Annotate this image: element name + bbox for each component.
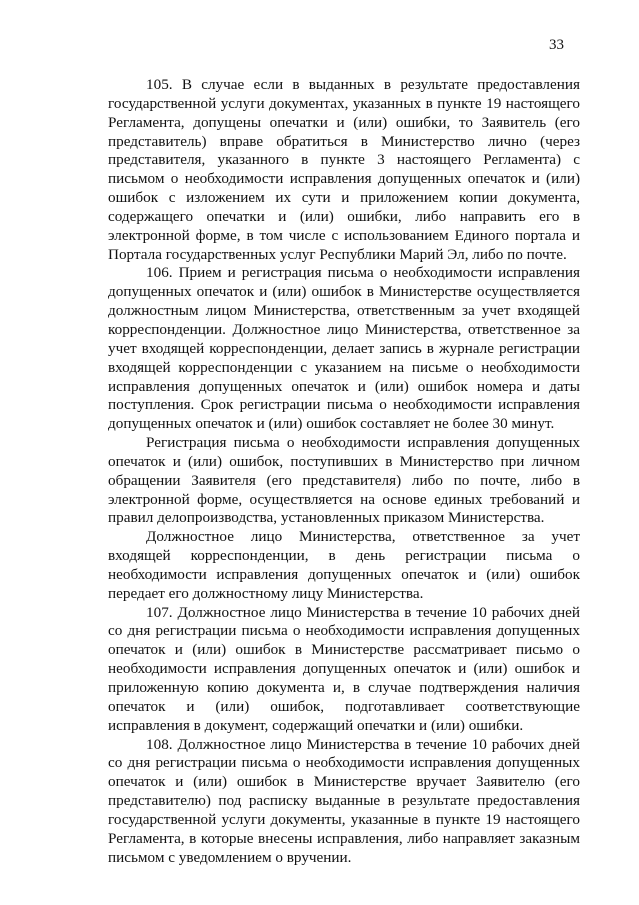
paragraph-106-registration: Регистрация письма о необходимости исправления допущенных опечаток и (или) ошибок, поступивших в Министерство при личном обращении Заявителя (его представителя) либо по почте, либо в электронной форме, осуществляется на основе единых требований и правил делопроизводства, установленных приказом Министерства. [108, 434, 580, 527]
paragraph-106-transfer: Должностное лицо Министерства, ответственное за учет входящей корреспонденции, в день регистрации письма о необходимости исправления допущенных опечаток и (или) ошибок передает его должностному лицу Министерства. [108, 528, 580, 602]
paragraph-108: 108. Должностное лицо Министерства в течение 10 рабочих дней со дня регистрации письма о необходимости исправления допущенных опечаток и (или) ошибок в Министерстве вручает Заявителю (его представителю) под расписку выданные в результате предоставления государственной услуги документы, указанные в пункте 19 настоящего Регламента, в которые внесены исправления, либо направляет заказным письмом с уведомлением о вручении. [108, 735, 580, 866]
page-number: 33 [549, 37, 564, 53]
document-body [108, 76, 580, 867]
paragraph-107: 107. Должностное лицо Министерства в течение 10 рабочих дней со дня регистрации письма о необходимости исправления допущенных опечаток и (или) ошибок в Министерстве рассматривает письмо о необходимости исправления допущенных опечаток и (или) ошибок и приложенную копию документа и, в случае подтверждения наличия опечаток и (или) ошибок, подготавливает соответствующие исправления в документ, содержащий опечатки и (или) ошибки. [108, 603, 580, 734]
paragraph-106: 106. Прием и регистрация письма о необходимости исправления допущенных опечаток и (или) ошибок в Министерстве осуществляется должностным лицом Министерства, ответственным за учет входящей корреспонденции. Должностное лицо Министерства, ответственное за учет входящей корреспонденции, делает запись в журнале регистрации входящей корреспонденции с указанием на письме о необходимости исправления допущенных опечаток и (или) ошибок номера и даты поступления. Срок регистрации письма о необходимости исправления допущенных опечаток и (или) ошибок составляет не более 30 минут. [108, 264, 580, 433]
paragraph-105: 105. В случае если в выданных в результате предоставления государственной услуги документах, указанных в пункте 19 настоящего Регламента, допущены опечатки и (или) ошибки, то Заявитель (его представитель) вправе обратиться в Министерство лично (через представителя, указанного в пункте 3 настоящего Регламента) с письмом о необходимости исправления допущенных опечаток и (или) ошибок с изложением их сути и приложением копии документа, содержащего опечатки и (или) ошибки, либо направить его в электронной форме, в том числе с использованием Единого портала и Портала государственных услуг Республики Марий Эл, либо по почте. [108, 76, 580, 263]
